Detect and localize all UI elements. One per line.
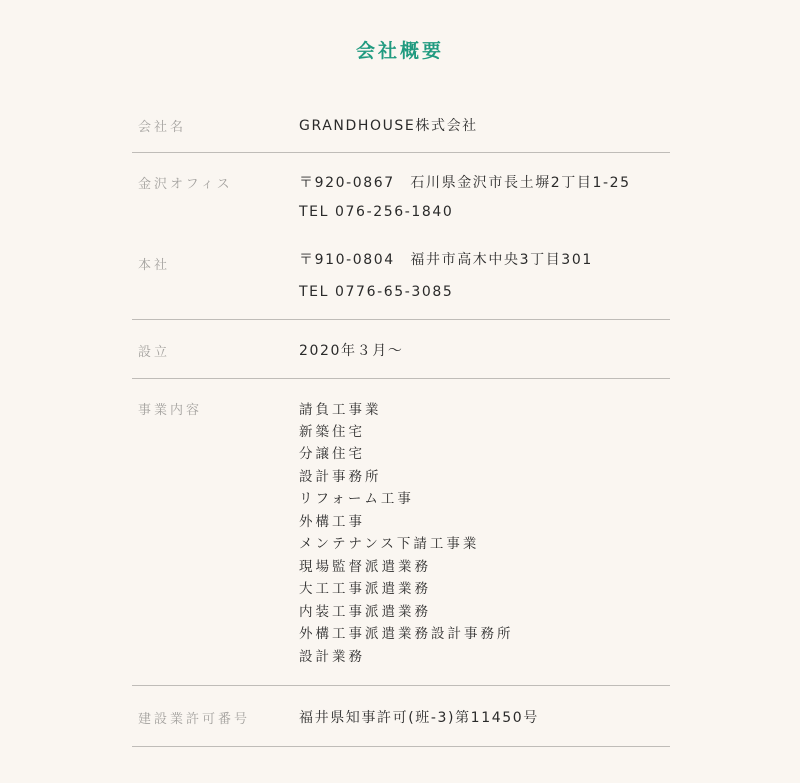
company-name-value: GRANDHOUSE株式会社 [299,118,478,134]
business-item: 設計業務 [299,649,365,665]
kanazawa-office-label: 金沢オフィス [138,177,233,192]
business-item: 分譲住宅 [299,446,365,462]
established-row [132,320,670,379]
license-row [132,686,670,747]
license-value: 福井県知事許可(班-3)第11450号 [299,710,539,726]
company-name-label: 会社名 [138,120,187,135]
company-info-table [132,96,670,747]
business-item: 新築住宅 [299,424,365,440]
offices-row [132,153,670,320]
business-item: 設計事務所 [299,469,382,485]
business-label: 事業内容 [138,403,203,418]
kanazawa-office-address: 〒920-0867 石川県金沢市長土塀2丁目1-25 [299,175,631,191]
business-item: 内装工事派遣業務 [299,604,431,620]
head-office-label: 本社 [138,258,171,273]
head-office-address: 〒910-0804 福井市高木中央3丁目301 [299,252,593,268]
established-label: 設立 [138,345,171,360]
business-item: 現場監督派遣業務 [299,559,431,575]
license-label: 建設業許可番号 [138,712,251,727]
business-item: リフォーム工事 [299,491,414,507]
business-item: メンテナンス下請工事業 [299,536,480,552]
page-title: 会社概要 [355,40,444,62]
company-name-row [132,96,670,153]
business-item: 外構工事 [299,514,365,530]
business-item: 外構工事派遣業務設計事務所 [299,626,514,642]
head-office-tel: TEL 0776-65-3085 [299,284,454,300]
business-row [132,379,670,686]
business-item: 請負工事業 [299,402,382,418]
business-item: 大工工事派遣業務 [299,581,431,597]
kanazawa-office-tel: TEL 076-256-1840 [299,204,454,220]
established-value: 2020年３月～ [299,343,404,359]
